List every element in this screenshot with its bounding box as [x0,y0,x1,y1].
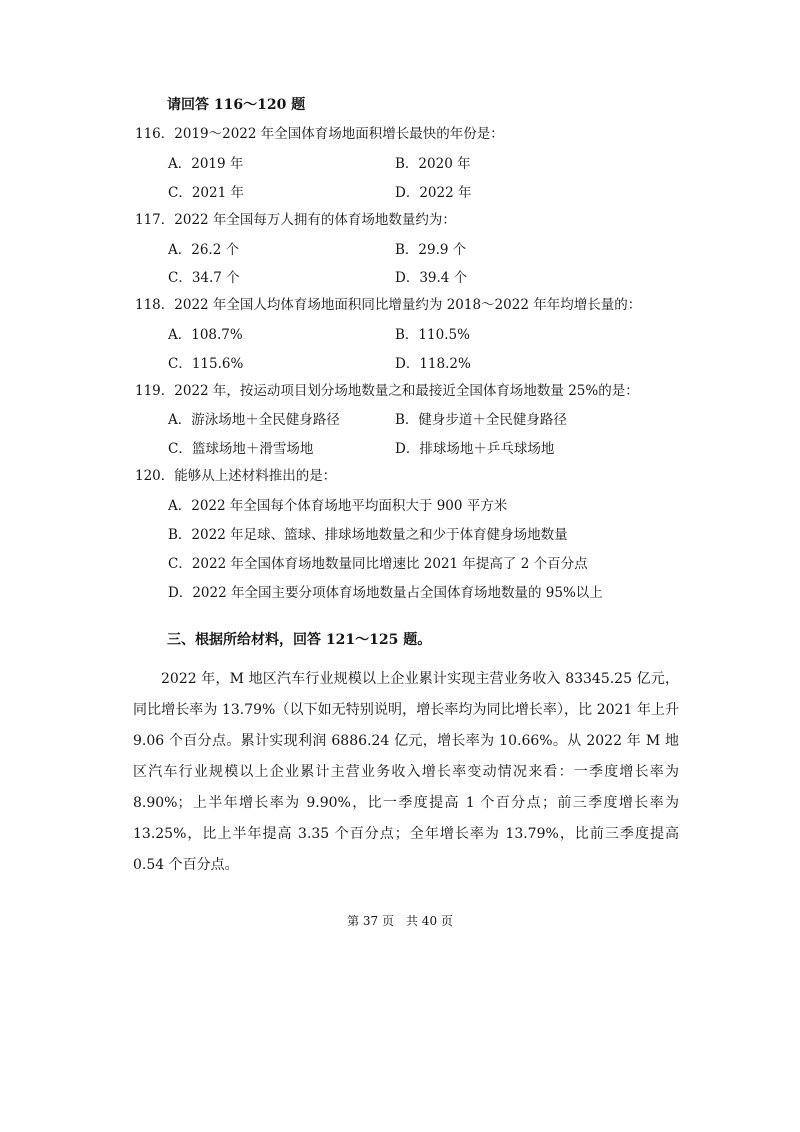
question-119-option-d: D．排球场地＋乒乓球场地 [395,441,555,457]
question-117-option-a: A．26.2 个 [168,242,240,258]
question-120-stem: 120．能够从上述材料推出的是： [135,468,337,484]
question-120-option-d: D．2022 年全国主要分项体育场地数量占全国体育场地数量的 95%以上 [168,585,603,601]
question-119-option-a: A．游泳场地＋全民健身路径 [168,412,340,428]
question-117-option-b: B．29.9 个 [395,242,467,258]
question-118-option-c: C．115.6% [168,356,244,372]
material-paragraph: 2022 年，M 地区汽车行业规模以上企业累计实现主营业务收入 83345.25 亿元，同比增长率为 13.79%（以下如无特别说明，增长率均为同比增长率），比 2021 年上升 9.06 个百分点。累计实现利润 6886.24 亿元，增长率为 10.66%。从 2022 年 M 地区汽车行业规模以上企业累计主营业务收入增长率变动情况来看：一季度增长率为 8.90%；上半年增长率为 9.90%，比一季度提高 1 个百分点；前三季度增长率为 13.25%，比上半年提高 3.35 个百分点；全年增长率为 13.79%，比前三季度提高 0.54 个百分点。 [133,671,679,873]
question-118-option-b: B．110.5% [395,327,470,343]
question-117-option-d: D．39.4 个 [395,270,468,286]
question-119-stem: 119．2022 年，按运动项目划分场地数量之和最接近全国体育场地数量 25%的是： [135,383,639,399]
question-119-option-c: C．篮球场地＋滑雪场地 [168,441,314,457]
section-header: 请回答 116～120 题 [167,97,306,113]
question-118-option-a: A．108.7% [168,327,243,343]
question-120-option-c: C．2022 年全国体育场地数量同比增速比 2021 年提高了 2 个百分点 [168,556,588,572]
question-117-stem: 117．2022 年全国每万人拥有的体育场地数量约为： [135,212,456,228]
question-119-option-b: B．健身步道＋全民健身路径 [395,412,567,428]
question-120-option-a: A．2022 年全国每个体育场地平均面积大于 900 平方米 [168,498,508,514]
question-117-option-c: C．34.7 个 [168,270,240,286]
question-116-option-a: A．2019 年 [168,156,244,172]
question-116-option-d: D．2022 年 [395,185,472,201]
page-footer: 第 37 页 共 40 页 [347,914,453,928]
question-116-stem: 116．2019～2022 年全国体育场地面积增长最快的年份是： [135,126,504,142]
question-118-option-d: D．118.2% [395,356,471,372]
question-116-option-c: C．2021 年 [168,185,244,201]
part-three-header: 三、根据所给材料，回答 121～125 题。 [167,632,432,648]
question-118-stem: 118．2022 年全国人均体育场地面积同比增量约为 2018～2022 年年均增长量的： [135,297,642,313]
question-120-option-b: B．2022 年足球、篮球、排球场地数量之和少于体育健身场地数量 [168,527,568,543]
question-116-option-b: B．2020 年 [395,156,471,172]
